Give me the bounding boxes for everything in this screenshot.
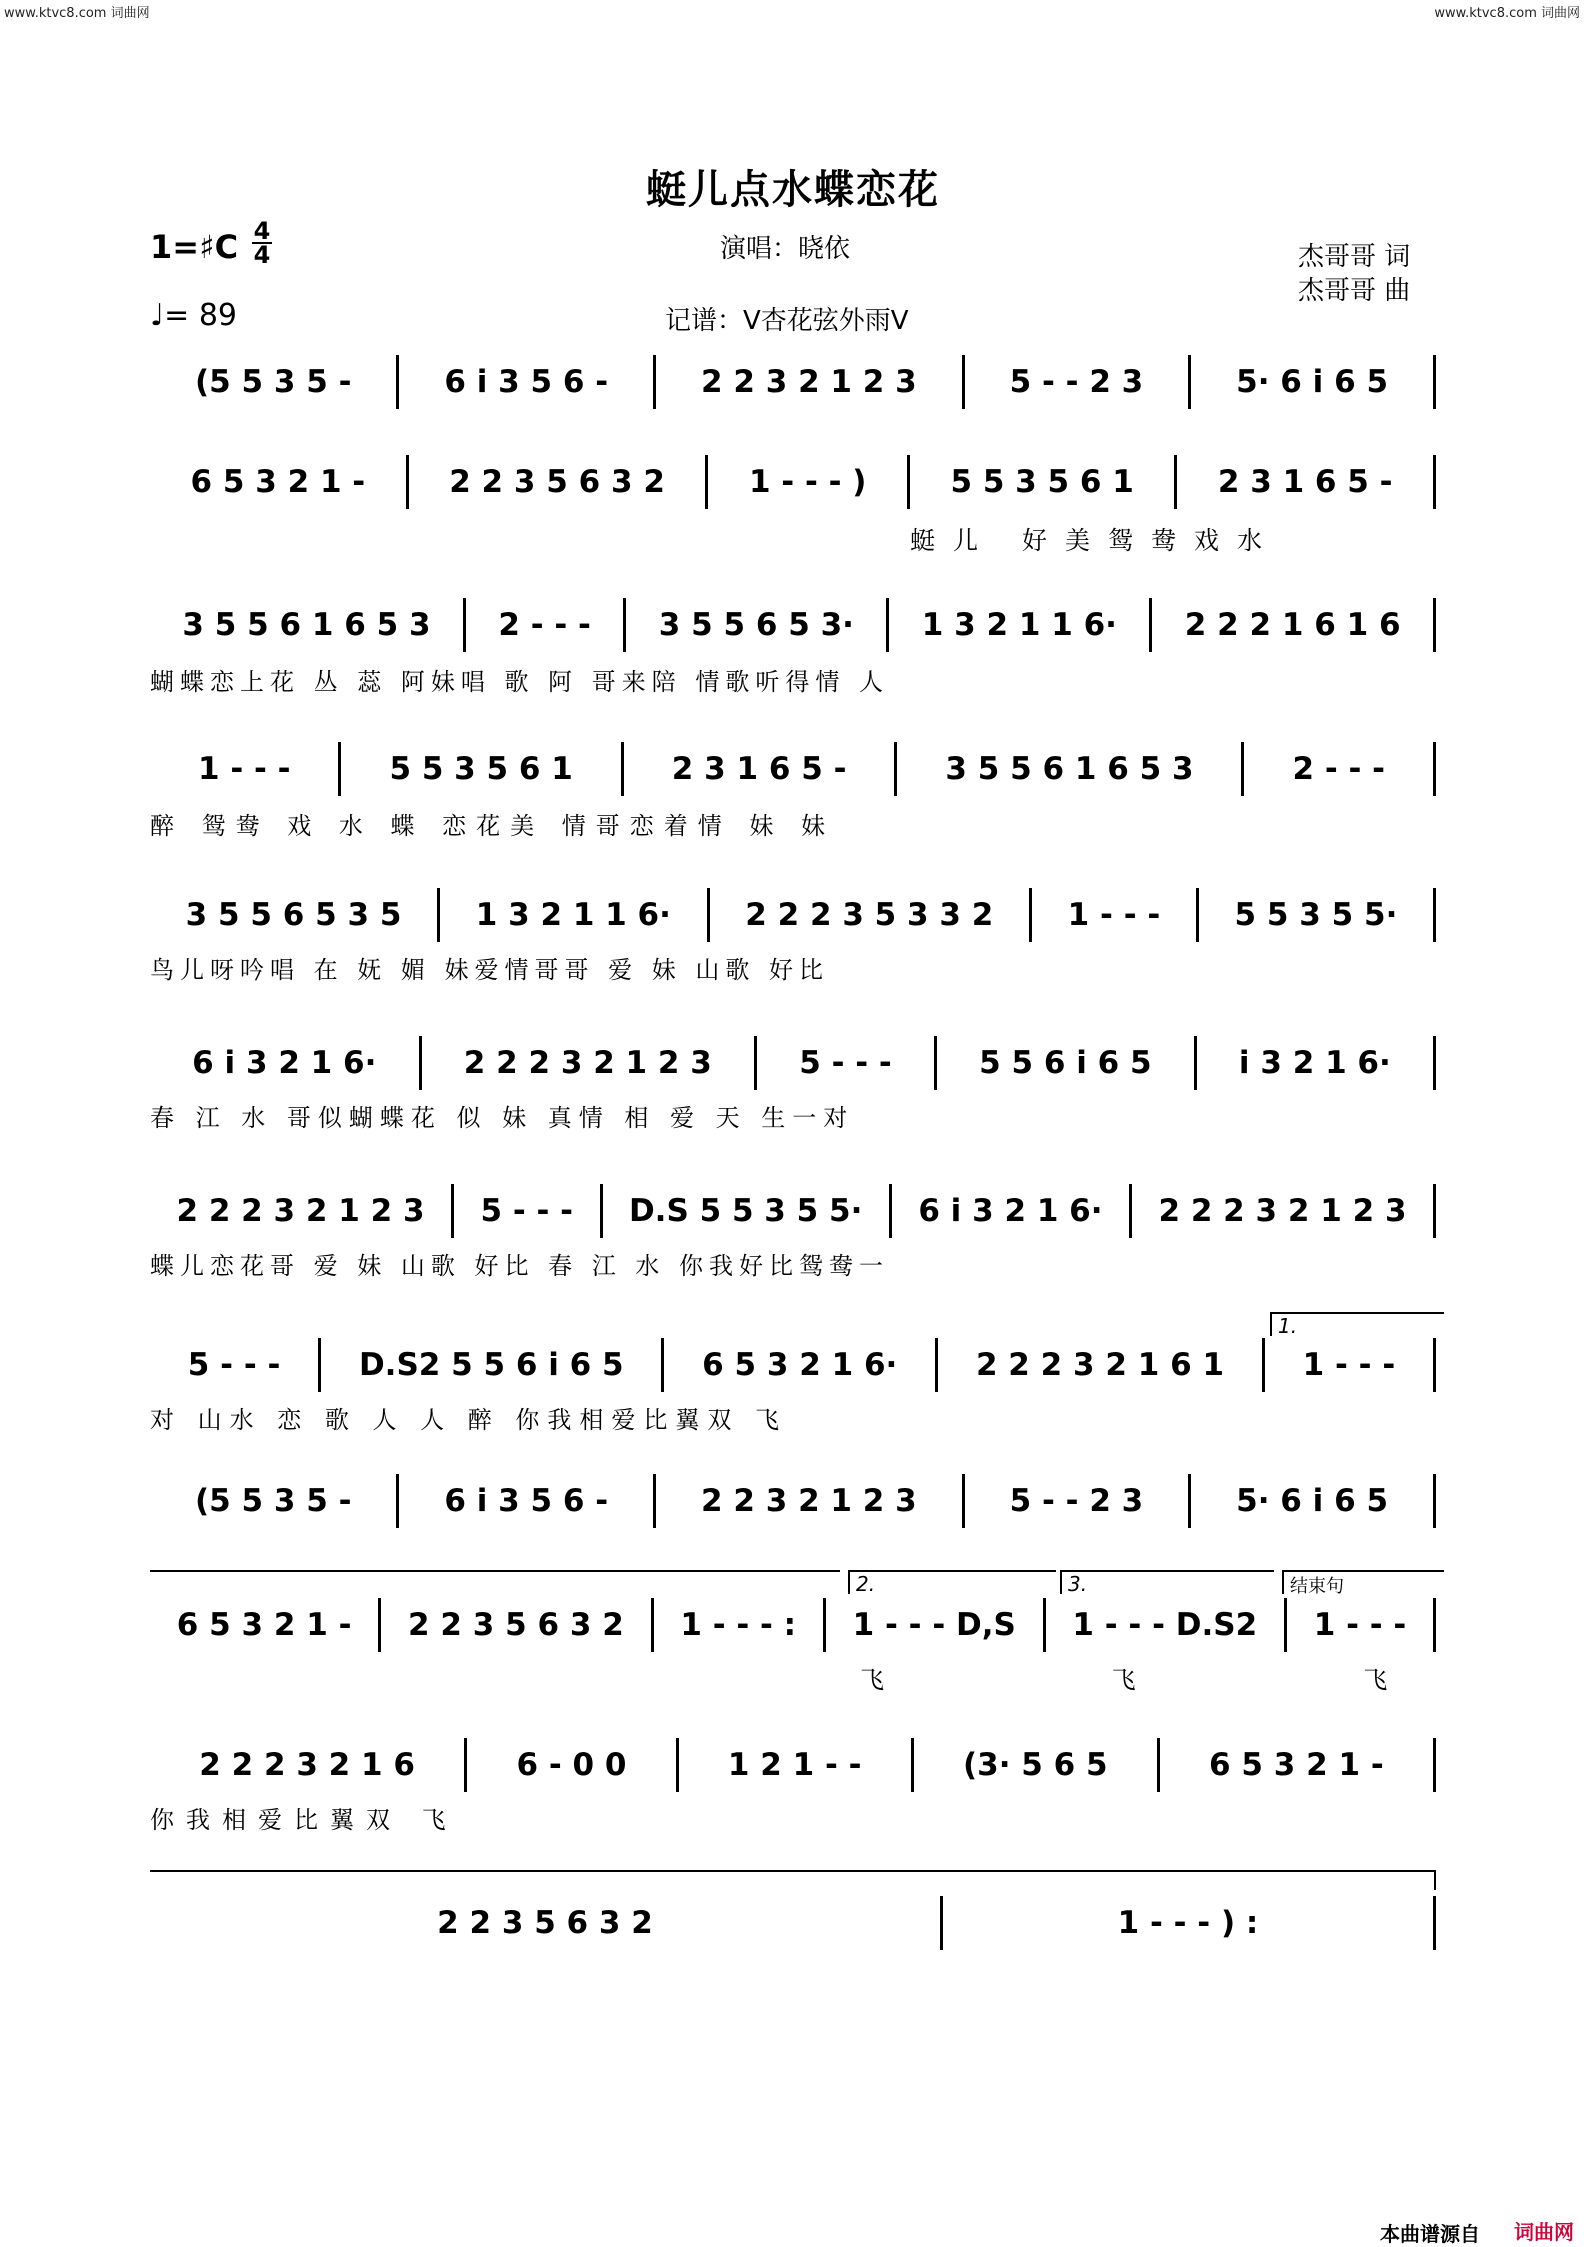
- composer-label: 杰哥哥 曲: [1298, 276, 1411, 306]
- measure: 1 - - - ) :: [943, 1896, 1436, 1950]
- measure: 2 2 2 3 2 1 2 3: [150, 1184, 454, 1238]
- measure: 2 2 2 3 5 3 3 2: [710, 888, 1032, 942]
- measure: 2 2 2 3 2 1 6: [150, 1738, 467, 1792]
- footer-logo: 词曲网: [1514, 2220, 1574, 2244]
- notation-row: [150, 1036, 1436, 1090]
- measure: D.S2 5 5 6 i 6 5: [321, 1338, 664, 1392]
- notation-row: [150, 888, 1436, 942]
- measure: 2 3 1 6 5 -: [1177, 455, 1436, 509]
- lyrics-line: 蝴蝶恋上花 丛 蕊 阿妹唱 歌 阿 哥来陪 情歌听得情 人: [150, 668, 890, 696]
- system-11: [150, 1738, 1436, 1838]
- measure: 1 - - - D.S2: [1046, 1598, 1287, 1652]
- measure: D.S 5 5 3 5 5·: [603, 1184, 892, 1238]
- measure: (3· 5 6 5: [914, 1738, 1160, 1792]
- measure: 1 3 2 1 1 6·: [889, 598, 1152, 652]
- measure: 5 5 3 5 5·: [1199, 888, 1436, 942]
- lyrics-line: 飞 飞 飞: [860, 1666, 1498, 1694]
- measure: 5 - - -: [757, 1036, 937, 1090]
- system-6: [150, 1036, 1436, 1136]
- score-title: 蜓儿点水蝶恋花: [646, 167, 940, 213]
- key-label: 1=♯C: [150, 228, 239, 266]
- notation-row: [150, 1598, 1436, 1652]
- measure: 2 2 2 3 2 1 6 1: [938, 1338, 1265, 1392]
- measure: 6 5 3 2 1 -: [1160, 1738, 1436, 1792]
- key-signature: [150, 228, 238, 266]
- measure: 3 5 5 6 5 3·: [626, 598, 889, 652]
- volta-1: 1.: [1270, 1312, 1444, 1336]
- system-9: [150, 1474, 1436, 1554]
- measure: 2 2 3 5 6 3 2: [381, 1598, 653, 1652]
- measure: 1 2 1 - -: [679, 1738, 914, 1792]
- system-3: [150, 598, 1436, 698]
- measure: 1 - - - D,S: [826, 1598, 1046, 1652]
- measure: 6 5 3 2 1 6·: [664, 1338, 938, 1392]
- measure: 6 i 3 5 6 -: [399, 1474, 656, 1528]
- notation-row: [150, 742, 1436, 796]
- measure: (5 5 3 5 -: [150, 355, 399, 409]
- tempo-mark: ♩= 89: [150, 298, 237, 333]
- singer-label: 演唱：晓依: [720, 234, 851, 264]
- system-2: [150, 455, 1436, 555]
- measure: 5 5 3 5 6 1: [910, 455, 1177, 509]
- system-4: [150, 742, 1436, 842]
- measure: 2 2 3 2 1 2 3: [656, 355, 965, 409]
- volta-ending: 结束句: [1282, 1570, 1444, 1594]
- system-5: [150, 888, 1436, 988]
- measure: 3 5 5 6 5 3 5: [150, 888, 440, 942]
- notation-row: [150, 1474, 1436, 1528]
- measure: 1 - - - ): [708, 455, 910, 509]
- measure: 3 5 5 6 1 6 5 3: [150, 598, 466, 652]
- lyrics-line: 春 江 水 哥似蝴蝶花 似 妹 真情 相 爱 天 生一对: [150, 1104, 855, 1132]
- notation-row: [150, 355, 1436, 409]
- corner-left-label: www.ktvc8.com 词曲网: [4, 6, 150, 21]
- system-1: [150, 355, 1436, 435]
- volta-2: 2.: [848, 1570, 1056, 1594]
- measure: 6 5 3 2 1 -: [150, 1598, 381, 1652]
- transcriber-label: 记谱：V杏花弦外雨V: [665, 306, 909, 336]
- measure: 1 - - - :: [654, 1598, 826, 1652]
- measure: 1 - - -: [1287, 1598, 1436, 1652]
- measure: 5· 6 i 6 5: [1191, 1474, 1436, 1528]
- measure: 5 5 6 i 6 5: [937, 1036, 1197, 1090]
- measure: 2 2 2 3 2 1 2 3: [422, 1036, 757, 1090]
- measure: 1 - - -: [150, 742, 341, 796]
- measure: 2 2 3 5 6 3 2: [150, 1896, 943, 1950]
- notation-row: [150, 1338, 1436, 1392]
- measure: 2 2 2 1 6 1 6: [1152, 598, 1436, 652]
- measure: 5 - - -: [150, 1338, 321, 1392]
- measure: 2 - - -: [1244, 742, 1435, 796]
- measure: 2 - - -: [466, 598, 626, 652]
- measure: (5 5 3 5 -: [150, 1474, 399, 1528]
- measure: 6 i 3 5 6 -: [399, 355, 656, 409]
- system-10: [150, 1598, 1498, 1698]
- measure: 2 3 1 6 5 -: [624, 742, 898, 796]
- measure: 5· 6 i 6 5: [1191, 355, 1436, 409]
- lyrics-line: 醉 鸳鸯 戏 水 蝶 恋花美 情哥恋着情 妹 妹: [150, 812, 836, 840]
- system-12: [150, 1896, 1436, 1976]
- measure: 5 - - 2 3: [965, 1474, 1192, 1528]
- lyrics-line: 你我相爱比翼双 飞: [150, 1806, 458, 1834]
- notation-row: [150, 598, 1436, 652]
- lyrics-line: 蜓儿 好美鸳鸯戏水: [910, 526, 1280, 555]
- footer-source: 本曲谱源自: [1380, 2222, 1480, 2246]
- time-top: 4: [253, 217, 271, 245]
- measure: 2 2 3 2 1 2 3: [656, 1474, 965, 1528]
- notation-row: [150, 1738, 1436, 1792]
- bracket-line: [150, 1570, 840, 1572]
- measure: 5 5 3 5 6 1: [341, 742, 623, 796]
- bracket-line: [150, 1870, 1436, 1872]
- measure: 3 5 5 6 1 6 5 3: [897, 742, 1244, 796]
- measure: 6 i 3 2 1 6·: [150, 1036, 422, 1090]
- notation-row: [150, 455, 1436, 509]
- corner-right-label: www.ktvc8.com 词曲网: [1434, 6, 1580, 21]
- measure: 6 5 3 2 1 -: [150, 455, 409, 509]
- measure: 6 i 3 2 1 6·: [892, 1184, 1132, 1238]
- volta-3: 3.: [1060, 1570, 1274, 1594]
- time-bottom: 4: [253, 241, 271, 269]
- measure: 1 3 2 1 1 6·: [440, 888, 710, 942]
- lyrics-line: 对 山水 恋 歌 人 人 醉 你我相爱比翼双 飞: [150, 1406, 788, 1434]
- measure: i 3 2 1 6·: [1197, 1036, 1436, 1090]
- measure: 1 - - -: [1032, 888, 1199, 942]
- notation-row: [150, 1184, 1436, 1238]
- measure: 2 2 2 3 2 1 2 3: [1132, 1184, 1436, 1238]
- system-8: [150, 1338, 1436, 1438]
- system-7: [150, 1184, 1436, 1284]
- time-signature: [252, 217, 272, 269]
- measure: 1 - - -: [1265, 1338, 1436, 1392]
- measure: 5 - - -: [454, 1184, 602, 1238]
- lyricist-label: 杰哥哥 词: [1298, 242, 1411, 272]
- lyrics-line: 鸟儿呀吟唱 在 妩 媚 妹爱情哥哥 爱 妹 山歌 好比: [150, 956, 830, 984]
- measure: 2 2 3 5 6 3 2: [409, 455, 709, 509]
- measure: 5 - - 2 3: [965, 355, 1192, 409]
- measure: 6 - 0 0: [467, 1738, 678, 1792]
- lyrics-line: 蝶儿恋花哥 爱 妹 山歌 好比 春 江 水 你我好比鸳鸯一: [150, 1252, 890, 1280]
- notation-row: [150, 1896, 1436, 1950]
